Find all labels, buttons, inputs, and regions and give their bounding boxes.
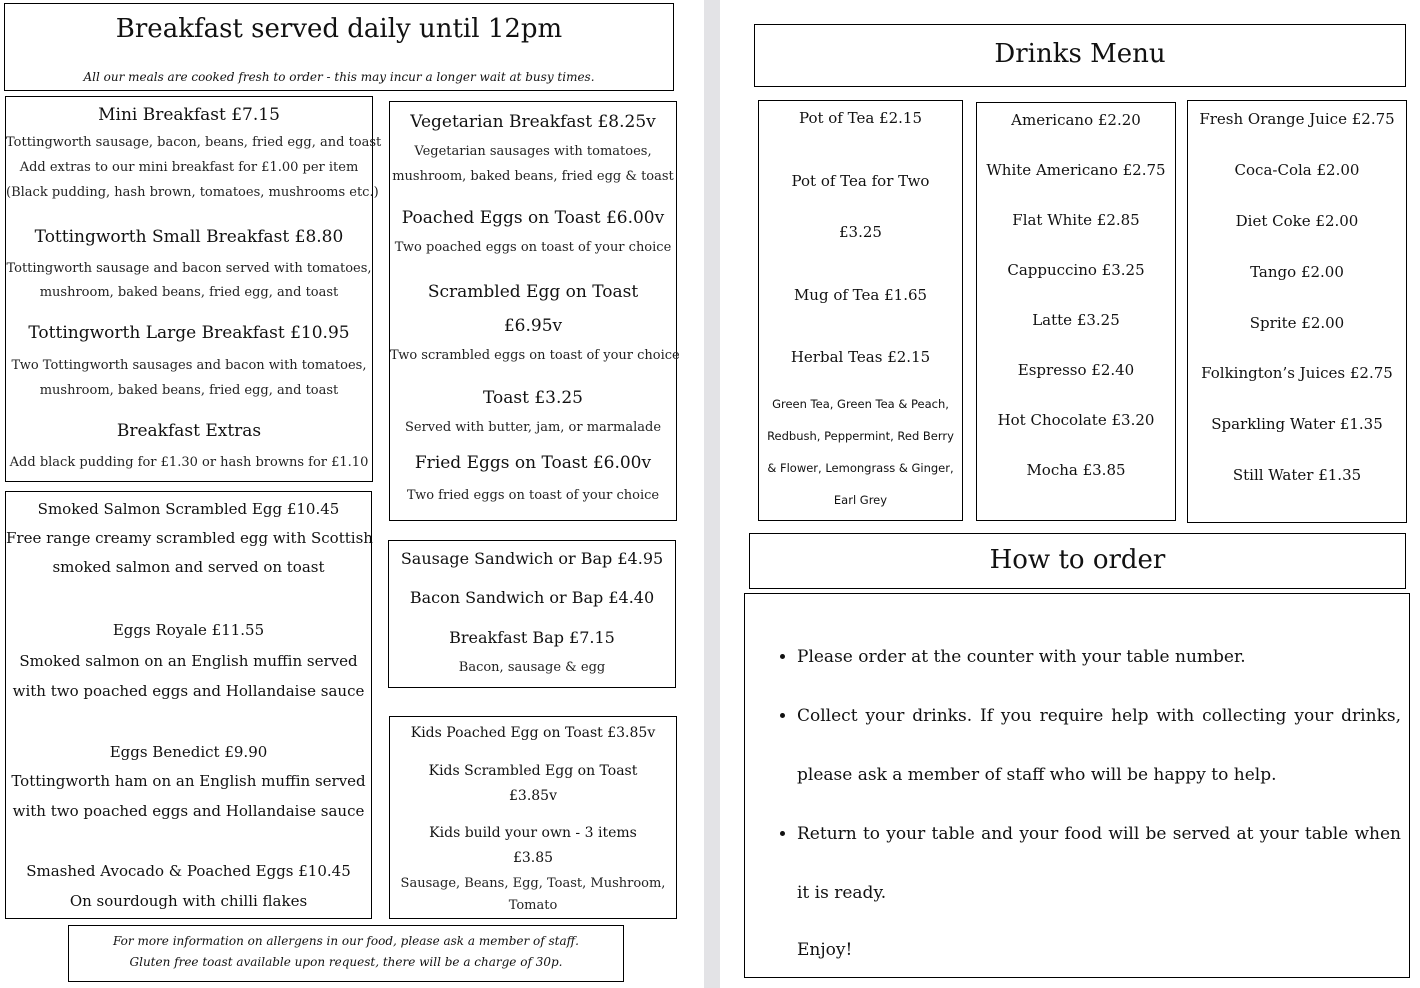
- kids-poached: Kids Poached Egg on Toast £3.85v: [410, 725, 656, 741]
- sandwich-item: Breakfast Bap £7.15: [449, 628, 615, 647]
- scrambled-egg-title: Scrambled Egg on Toast: [427, 282, 639, 302]
- cold-drink-item: Tango £2.00: [1250, 263, 1344, 281]
- benedict-title: Eggs Benedict £9.90: [109, 743, 268, 761]
- herbal-tea-list: Redbush, Peppermint, Red Berry: [767, 429, 954, 443]
- sandwich-box: [388, 540, 676, 688]
- veg-breakfast-desc: mushroom, baked beans, fried egg & toast: [392, 169, 674, 184]
- herbal-tea-list: Earl Grey: [833, 493, 888, 507]
- royale-desc: with two poached eggs and Hollandaise sauce: [12, 682, 365, 700]
- tea-item: Mug of Tea £1.65: [793, 286, 928, 304]
- mini-breakfast-desc: Tottingworth sausage, bacon, beans, fried egg, and toast: [6, 135, 382, 150]
- small-breakfast-desc: mushroom, baked beans, fried egg, and toast: [39, 285, 339, 300]
- coffee-column: [976, 102, 1176, 521]
- poached-eggs-desc: Two poached eggs on toast of your choice: [394, 240, 672, 255]
- cold-drink-item: Sparkling Water £1.35: [1211, 415, 1383, 433]
- order-body: [744, 593, 1410, 978]
- mini-breakfast-desc: Add extras to our mini breakfast for £1.00 per item: [19, 160, 359, 175]
- fried-eggs-title: Fried Eggs on Toast £6.00v: [414, 453, 652, 473]
- kids-build: Kids build your own - 3 items: [429, 825, 637, 841]
- cold-drink-item: Still Water £1.35: [1232, 466, 1362, 484]
- herbal-tea-list: & Flower, Lemongrass & Ginger,: [767, 461, 954, 475]
- page-divider: [704, 0, 720, 988]
- avocado-desc: On sourdough with chilli flakes: [69, 892, 308, 910]
- cold-drinks-column: [1187, 100, 1407, 523]
- sandwich-item: Sausage Sandwich or Bap £4.95: [400, 549, 664, 568]
- royale-desc: Smoked salmon on an English muffin served: [19, 652, 358, 670]
- scrambled-egg-price: £6.95v: [503, 316, 563, 336]
- order-closing: Enjoy!: [797, 940, 853, 960]
- cold-drink-item: Sprite £2.00: [1249, 314, 1345, 332]
- tea-item: Pot of Tea £2.15: [798, 109, 923, 127]
- mini-breakfast-title: Mini Breakfast £7.15: [98, 105, 280, 125]
- breakfast-title: Breakfast served daily until 12pm: [115, 14, 563, 44]
- bap-desc: Bacon, sausage & egg: [458, 660, 606, 675]
- salmon-desc: smoked salmon and served on toast: [52, 558, 325, 576]
- coffee-item: White Americano £2.75: [986, 161, 1166, 179]
- kids-build-price: £3.85: [512, 850, 554, 866]
- kids-build-options: Sausage, Beans, Egg, Toast, Mushroom,: [400, 876, 666, 891]
- drinks-title: Drinks Menu: [994, 39, 1166, 69]
- kids-scrambled-price: £3.85v: [509, 788, 557, 804]
- cold-drink-item: Coca-Cola £2.00: [1234, 161, 1360, 179]
- toast-title: Toast £3.25: [482, 388, 584, 408]
- breakfast-header: [4, 3, 674, 91]
- mini-breakfast-desc: (Black pudding, hash brown, tomatoes, mushrooms etc.): [6, 185, 379, 200]
- fried-eggs-desc: Two fried eggs on toast of your choice: [406, 488, 660, 503]
- salmon-box: [5, 491, 372, 919]
- kids-scrambled: Kids Scrambled Egg on Toast: [428, 763, 638, 779]
- sandwich-item: Bacon Sandwich or Bap £4.40: [409, 588, 655, 607]
- kids-build-options: Tomato: [508, 898, 558, 913]
- kids-box: [389, 716, 677, 919]
- cold-drink-item: Diet Coke £2.00: [1235, 212, 1359, 230]
- order-title: How to order: [989, 545, 1166, 575]
- order-header: [749, 533, 1406, 589]
- large-breakfast-title: Tottingworth Large Breakfast £10.95: [28, 323, 350, 343]
- large-breakfast-desc: mushroom, baked beans, fried egg, and toast: [39, 383, 339, 398]
- order-step: • Collect your drinks. If you require help with collecting your drinks, please ask a member of staff who will be happy to help.: [797, 687, 1409, 805]
- breakfast-subtitle: All our meals are cooked fresh to order - this may incur a longer wait at busy times.: [83, 70, 595, 84]
- cold-drink-item: Folkington’s Juices £2.75: [1201, 364, 1393, 382]
- avocado-title: Smashed Avocado & Poached Eggs £10.45: [26, 862, 351, 880]
- benedict-desc: with two poached eggs and Hollandaise sauce: [12, 802, 365, 820]
- main-breakfast-box: [5, 96, 382, 482]
- cold-drink-item: Fresh Orange Juice £2.75: [1199, 110, 1395, 128]
- benedict-desc: Tottingworth ham on an English muffin served: [11, 772, 366, 790]
- vegetarian-box: [389, 101, 680, 521]
- herbal-tea-list: Green Tea, Green Tea & Peach,: [772, 397, 949, 411]
- tea-column: [758, 100, 963, 521]
- veg-breakfast-title: Vegetarian Breakfast £8.25v: [410, 112, 656, 132]
- allergen-note-line: For more information on allergens in our food, please ask a member of staff.: [113, 934, 579, 948]
- allergen-note: [68, 925, 624, 982]
- scrambled-egg-desc: Two scrambled eggs on toast of your choice: [390, 348, 680, 363]
- tea-item: Pot of Tea for Two: [791, 172, 930, 190]
- coffee-item: Latte £3.25: [1032, 311, 1120, 329]
- order-steps: [745, 628, 1409, 923]
- coffee-item: Mocha £3.85: [1026, 461, 1126, 479]
- salmon-desc: Free range creamy scrambled egg with Scottish: [6, 529, 373, 547]
- tea-item: Herbal Teas £2.15: [790, 348, 931, 366]
- drinks-header: [754, 24, 1406, 87]
- coffee-item: Flat White £2.85: [1012, 211, 1140, 229]
- coffee-item: Cappuccino £3.25: [1007, 261, 1145, 279]
- allergen-note-line: Gluten free toast available upon request, there will be a charge of 30p.: [129, 955, 563, 969]
- tea-item: £3.25: [839, 223, 882, 241]
- veg-breakfast-desc: Vegetarian sausages with tomatoes,: [414, 144, 652, 159]
- order-step: • Please order at the counter with your table number.: [797, 628, 1409, 687]
- extras-desc: Add black pudding for £1.30 or hash browns for £1.10: [9, 455, 369, 470]
- poached-eggs-title: Poached Eggs on Toast £6.00v: [401, 208, 665, 228]
- small-breakfast-desc: Tottingworth sausage and bacon served with tomatoes,: [6, 261, 372, 276]
- order-step: • Return to your table and your food will be served at your table when it is ready.: [797, 805, 1409, 923]
- small-breakfast-title: Tottingworth Small Breakfast £8.80: [34, 227, 344, 247]
- coffee-item: Hot Chocolate £3.20: [997, 411, 1155, 429]
- coffee-item: Espresso £2.40: [1017, 361, 1135, 379]
- royale-title: Eggs Royale £11.55: [112, 621, 265, 639]
- toast-desc: Served with butter, jam, or marmalade: [404, 420, 662, 435]
- large-breakfast-desc: Two Tottingworth sausages and bacon with tomatoes,: [11, 358, 367, 373]
- coffee-item: Americano £2.20: [1011, 111, 1141, 129]
- extras-title: Breakfast Extras: [116, 421, 262, 441]
- salmon-title: Smoked Salmon Scrambled Egg £10.45: [37, 500, 340, 518]
